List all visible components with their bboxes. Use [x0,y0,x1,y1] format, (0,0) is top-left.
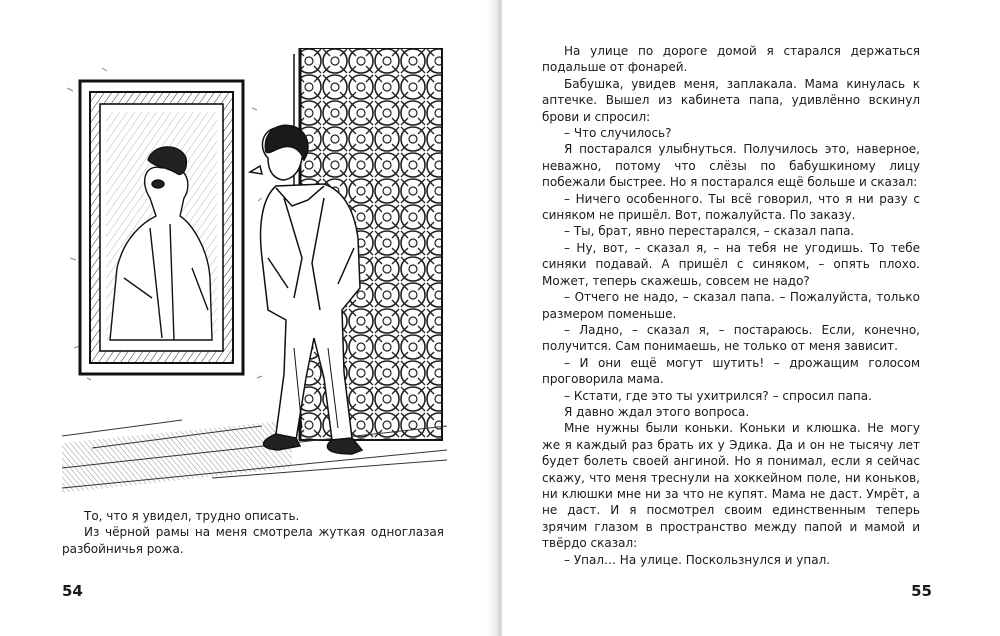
left-page [0,0,498,636]
paragraph: Я давно ждал этого вопроса. [564,404,750,419]
paragraph: То, что я увидел, трудно описать. [84,509,300,523]
paragraph: Я постарался улыбнуться. Получилось это, наверное, неважно, потому что слёзы по бабушкиному лицу побежали быстрее. Но я постарался ещё больше и сказал: [542,142,920,190]
paragraph: – Ну, вот, – сказал я, – на тебя не угодишь. То тебе синяки подавай. А пришёл с синяком, – опять плохо. Может, теперь скажешь, совсем не надо? [542,240,920,288]
boy-looking-in-mirror-illustration [62,48,447,498]
paragraph: На улице по дороге домой я старался держаться подальше от фонарей. [542,44,920,75]
paragraph: – Ладно, – сказал я, – постараюсь. Если, конечно, получится. Сам понимаешь, не только от меня зависит. [542,322,920,354]
page-number-left: 54 [62,582,83,600]
paragraph: – Отчего не надо, – сказал папа. – Пожалуйста, только размером поменьше. [542,290,920,321]
right-page-text [542,43,920,568]
left-page-text [62,508,444,557]
paragraph: – Ничего особенного. Ты всё говорил, что я ни разу с синяком не пришёл. Вот, пожалуйста. По заказу. [542,191,920,223]
paragraph: – Кстати, где это ты ухитрился? – спросил папа. [564,388,872,403]
paragraph: – Ты, брат, явно перестарался, – сказал папа. [564,224,855,239]
page-number-right: 55 [911,582,932,600]
paragraph: – Что случилось? [564,126,672,141]
paragraph: – И они ещё могут шутить! – дрожащим голосом проговорила мама. [542,355,920,387]
paragraph: Бабушка, увидев меня, заплакала. Мама кинулась к аптечке. Вышел из кабинета папа, удивлённо вскинул брови и спросил: [542,76,920,124]
paragraph: Из чёрной рамы на меня смотрела жуткая одноглазая разбойничья рожа. [62,525,444,556]
paragraph: Мне нужны были коньки. Коньки и клюшка. Не могу же я каждый раз брать их у Эдика. Да и он не тысячу лет будет болеть своей ангиной. Но я понимал, если я сейчас скажу, что меня треснули на хоккейном поле, ни коньков, ни клюшки мне ни за что не купят. Мама не даст. Умрёт, а не даст. И я посмотрел своим единственным теперь зрячим глазом в пространство между папой и мамой и твёрдо сказал: [542,421,920,551]
paragraph: – Упал… На улице. Поскользнулся и упал. [564,552,831,567]
right-page [502,0,1000,636]
